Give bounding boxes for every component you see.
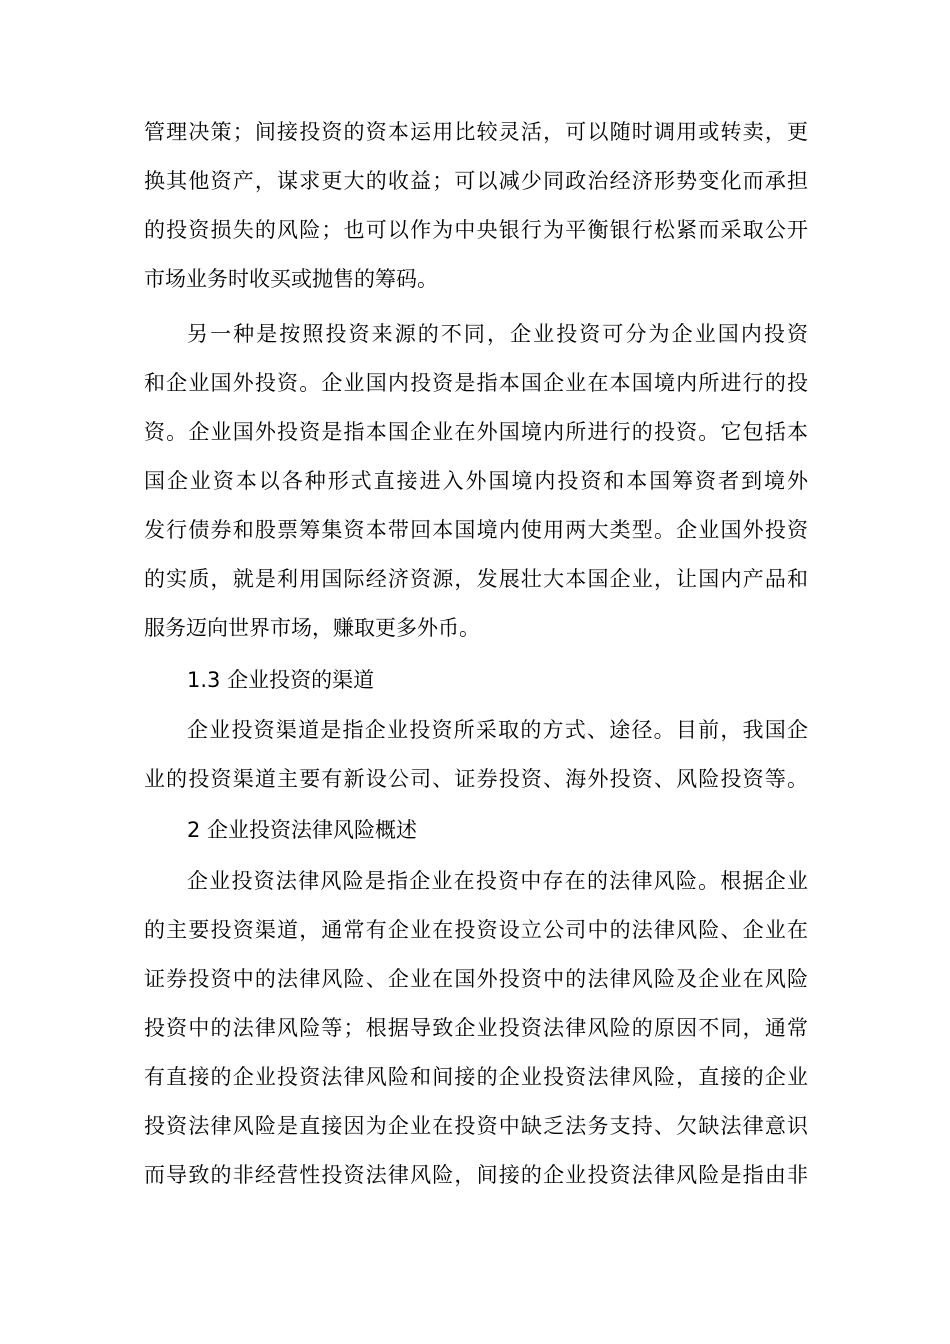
paragraph-line: 管理决策；间接投资的资本运用比较灵活，可以随时调用或转卖，更 (144, 120, 808, 144)
paragraph-line: 国企业资本以各种形式直接进入外国境内投资和本国筹资者到境外 (144, 469, 808, 493)
section-heading: 2 企业投资法律风险概述 (187, 818, 418, 842)
paragraph-line: 而导致的非经营性投资法律风险，间接的企业投资法律风险是指由非 (144, 1163, 808, 1187)
paragraph-line: 投资中的法律风险等；根据导致企业投资法律风险的原因不同，通常 (144, 1016, 808, 1040)
paragraph-line: 服务迈向世界市场，赚取更多外币。 (144, 616, 480, 640)
paragraph-line: 的主要投资渠道，通常有企业在投资设立公司中的法律风险、企业在 (144, 918, 808, 942)
paragraph-line: 的投资损失的风险；也可以作为中央银行为平衡银行松紧而采取公开 (144, 218, 808, 242)
paragraph-line: 发行债券和股票筹集资本带回本国境内使用两大类型。企业国外投资 (144, 518, 808, 542)
paragraph-line: 市场业务时收买或抛售的筹码。 (144, 267, 438, 291)
section-heading: 1.3 企业投资的渠道 (187, 668, 375, 692)
paragraph-line: 企业投资渠道是指企业投资所采取的方式、途径。目前，我国企 (187, 718, 808, 742)
paragraph-line: 另一种是按照投资来源的不同，企业投资可分为企业国内投资 (187, 322, 808, 346)
paragraph-line: 证券投资中的法律风险、企业在国外投资中的法律风险及企业在风险 (144, 967, 808, 991)
paragraph-line: 换其他资产，谋求更大的收益；可以减少同政治经济形势变化而承担 (144, 169, 808, 193)
paragraph-line: 资。企业国外投资是指本国企业在外国境内所进行的投资。它包括本 (144, 420, 808, 444)
paragraph-line: 有直接的企业投资法律风险和间接的企业投资法律风险，直接的企业 (144, 1065, 808, 1089)
paragraph-line: 投资法律风险是直接因为企业在投资中缺乏法务支持、欠缺法律意识 (144, 1114, 808, 1138)
paragraph-line: 业的投资渠道主要有新设公司、证券投资、海外投资、风险投资等。 (144, 767, 808, 791)
paragraph-line: 企业投资法律风险是指企业在投资中存在的法律风险。根据企业 (187, 869, 808, 893)
paragraph-line: 的实质，就是利用国际经济资源，发展壮大本国企业，让国内产品和 (144, 567, 808, 591)
paragraph-line: 和企业国外投资。企业国内投资是指本国企业在本国境内所进行的投 (144, 371, 808, 395)
